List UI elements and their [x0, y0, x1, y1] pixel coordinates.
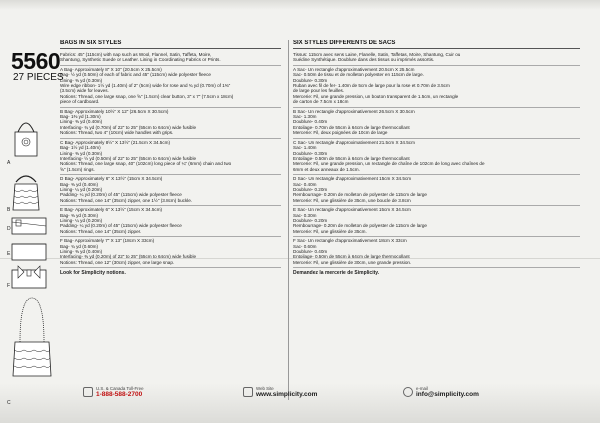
requirement-line: de large pour les feuilles. [293, 88, 345, 94]
web-icon [243, 387, 253, 397]
requirement-line: Lining- ¼ yd (0.20m) [60, 217, 103, 223]
bag-e-illustration [12, 244, 46, 260]
bag-a-illustration [15, 123, 37, 156]
requirement-line: Sac- 0.40m [293, 181, 317, 187]
english-column [60, 40, 281, 400]
bag-f-illustration [12, 266, 46, 288]
requirement-line: Doublure- 0.30m [293, 150, 328, 156]
english-block-6 [60, 237, 281, 268]
english-note: Look for Simplicity notions. [60, 270, 126, 277]
french-block-5 [293, 206, 580, 237]
requirement-line: Interfacing- ½ yd (0.50m) of 22" to 25" (55cm to 64cm) wide fusible [60, 155, 197, 161]
contact-footer [83, 386, 563, 406]
bag-illustrations [6, 112, 60, 412]
requirement-line: Bag- ⅜ yd (0.30m) [60, 212, 99, 218]
requirement-line: Shantung, Synthetic Suede or Leather. Lining in Coordinating Fabrics or Prints. [60, 57, 221, 63]
fabric-requirements [60, 40, 580, 400]
requirement-line: Lining- ⅜ yd (0.30m) [60, 150, 103, 156]
requirement-line: Wire edge ribbon- 1½ yd (1.40m) of 2" (5cm) wide for rose and ¾ yd (0.70m) of 1⅜" [60, 83, 231, 89]
requirement-line: Doublure- 0.20m [293, 186, 328, 192]
french-block-2 [293, 108, 580, 139]
bag-b-label: B [7, 207, 11, 213]
french-block-1 [293, 66, 580, 108]
requirement-line: Mercerie: Fil, une glissière de 35cm, une boucle de 3.8cm [293, 197, 411, 203]
requirement-line: Sac- 1.40m [293, 145, 317, 151]
english-block-1 [60, 66, 281, 108]
french-block-0 [293, 51, 580, 66]
requirement-line: E Bag- Approximately 6" X 13½" (15cm X 34.5cm) [60, 207, 163, 213]
requirement-line: Rembourrage- 0.20m de molleton de polyester de 115cm de large [293, 223, 427, 229]
french-block-6 [293, 237, 580, 268]
requirement-line: Sac- 1.30m [293, 114, 317, 120]
paper-top-edge [0, 0, 600, 10]
french-block-4 [293, 175, 580, 206]
english-block-5 [60, 206, 281, 237]
phone-icon [83, 387, 93, 397]
requirement-line: F Sac- Un rectangle d'approximativement 18cm X 33cm [293, 238, 407, 244]
requirement-line: D Sac- Un rectangle d'approximativement 15cm X 34.5cm [293, 176, 412, 182]
requirement-line: de carton de 7.5cm x 18cm [293, 99, 349, 105]
bag-d-illustration [12, 218, 46, 234]
requirement-line: Notions: Thread, one 14" (35cm) zipper. [60, 228, 142, 234]
english-block-2 [60, 108, 281, 139]
requirement-line: 6mm et deux anneaux de 1.5cm. [293, 166, 360, 172]
requirement-line: Mercerie: Fil, une grande pression, un rectangle de chaîne de 102cm de long avec chaînes de [293, 161, 485, 167]
english-title: BAGS IN SIX STYLES [60, 40, 281, 49]
requirement-line: Padding- ¼ yd (0.20m) of 45" (115cm) wide polyester fleece [60, 192, 182, 198]
requirement-line: Mercerie: Fil, deux poignées de 10cm de large [293, 130, 388, 136]
requirement-line: Bag- 1½ yd (1.40m) [60, 145, 101, 151]
requirement-line: Lining- ⅜ yd (0.40m) [60, 119, 103, 125]
requirement-line: Lining- ¼ yd (0.20m) [60, 186, 103, 192]
requirement-line: E Sac- Un rectangle d'approximativement 15cm X 34.5cm [293, 207, 411, 213]
bag-c-label: C [7, 400, 11, 406]
requirement-line: C Sac- Un rectangle d'approximativement 21.5cm X 34.5cm [293, 139, 415, 145]
requirement-line: Sac- 0.30m [293, 212, 317, 218]
requirement-line: Mercerie: Fil, une glissière de 35cm. [293, 228, 367, 234]
requirement-line: A Bag- Approximately 8" X 10" (20.5cm X 25.5cm) [60, 66, 162, 72]
french-note: Demandez la mercerie de Simplicity. [293, 270, 380, 277]
requirement-line: Entoilage- 0.70m de 55cm à 64cm de large thermocollant [293, 124, 410, 130]
requirement-line: Notions: Thread, one 14" (35cm) zipper, one 1½" (3.8cm) buckle. [60, 197, 193, 203]
requirement-line: Suédine Synthétique. Doublure dans des tissus ou imprimés assortis. [293, 57, 435, 63]
requirement-line: Sac- 0.50m de tissu et de molleton polyester en 115cm de large. [293, 72, 424, 78]
requirement-line: piece of cardboard. [60, 99, 100, 105]
requirement-line: F Bag- Approximately 7" X 13" (18cm X 33cm) [60, 238, 155, 244]
english-blocks [60, 51, 281, 268]
web-caption: Web Site [256, 386, 274, 391]
requirement-line: B Bag- Approximately 10½" X 12" (26.5cm X 30.5cm) [60, 108, 169, 114]
requirement-line: Mercerie: Fil, une glissière de 30cm, une grande pression. [293, 259, 412, 265]
requirement-line: Doublure- 0.40m [293, 249, 328, 254]
web-contact [243, 386, 317, 398]
bag-c-illustration [13, 298, 51, 376]
bag-d-label: D [7, 226, 11, 232]
english-block-0 [60, 51, 281, 66]
french-column [288, 40, 580, 400]
requirement-line: Notions: Thread, one 12" (30cm) zipper, one large snap. [60, 259, 175, 265]
requirement-line: Lining- ⅜ yd (0.40m) [60, 249, 103, 254]
requirement-line: Doublure- 0.30m [293, 77, 328, 83]
requirement-line: Bag- ¾ yd (0.60m) [60, 243, 99, 249]
requirement-line: Bag- ½ yd (0.50m) of each of fabric and 45" (115cm) wide polyester fleece [60, 72, 211, 78]
bag-a-label: A [7, 160, 11, 166]
requirement-line: Bag- ⅜ yd (0.40m) [60, 181, 99, 187]
email-address: info@simplicity.com [416, 391, 479, 398]
requirement-line: (3.5cm) wide for leaves. [60, 88, 109, 94]
french-blocks [293, 51, 580, 268]
requirement-line: Doublure- 0.40m [293, 119, 328, 125]
requirement-line: Interfacing- ⅜ yd (0.20m) of 22" to 25" (55cm to 64cm) wide fusible [60, 254, 197, 260]
bag-b-illustration [13, 176, 39, 210]
phone-caption: U.S. & Canada Toll-Free [96, 386, 144, 391]
bag-f-label: F [7, 283, 11, 289]
phone-number: 1-888-588-2700 [96, 391, 143, 398]
requirement-line: ⅝" (1.5cm) rings. [60, 166, 95, 172]
email-caption: e-mail [416, 386, 428, 391]
pattern-number: 5560 [11, 48, 61, 74]
requirement-line: Lining- ⅜ yd (0.30m) [60, 77, 103, 83]
email-contact [403, 386, 479, 398]
requirement-line: Notions: Thread, one large snap, one ⅝" (1.5cm) clear button, 3" x 7" (7.5cm x 18cm) [60, 93, 234, 99]
requirement-line: Notions: Thread, two 4" (10cm) wide handles with grips. [60, 130, 174, 136]
english-block-3 [60, 139, 281, 175]
requirement-line: Doublure- 0.20m [293, 217, 328, 223]
requirement-line: Interfacing- ¾ yd (0.70m) of 22" to 25" (55cm to 64cm) wide fusible [60, 124, 197, 130]
phone-contact [83, 386, 144, 398]
english-block-4 [60, 175, 281, 206]
requirement-line: Notions: Thread, one large snap, 40" (102cm) long piece of ¼" (6mm) chain and two [60, 161, 232, 167]
requirement-line: Rembourrage- 0.20m de molleton de polyester de 115cm de large [293, 192, 427, 198]
requirement-line: Bag- 1⅜ yd (1.30m) [60, 114, 101, 120]
requirement-line: Fabrics: 45" (115cm) with nap such as Wool, Flannel, Satin, Taffeta, Moire, [60, 52, 212, 57]
requirement-line: D Bag- Approximately 6" X 13½" (15cm X 34.5cm) [60, 176, 163, 182]
web-address: www.simplicity.com [256, 391, 318, 398]
requirement-line: B Sac- Un rectangle d'approximativement 26.5cm X 30.5cm [293, 108, 415, 114]
requirement-line: A Sac- Un rectangle d'approximativement 20.5cm X 25.5cm [293, 66, 415, 72]
requirement-line: Sac- 0.60m [293, 243, 317, 249]
requirement-line: Entoilage- 0.50m de 55cm à 64cm de large thermocollant [293, 155, 410, 161]
requirement-line: Padding- ¼ yd (0.20m) of 45" (115cm) wide polyester fleece [60, 223, 182, 229]
bag-e-label: E [7, 251, 11, 257]
requirement-line: C Bag- Approximately 8½" X 13½" (21.5cm X 34.5cm) [60, 139, 170, 145]
requirement-line: Ruban avec fil de fer- 1.40m de 5cm de large pour la rose et 0.70m de 3.5cm [293, 83, 450, 89]
pieces-count: 27 PIECES [13, 72, 64, 83]
french-block-3 [293, 139, 580, 175]
requirement-line: Mercerie: Fil, une grande pression, un bouton transparent de 1.5cm, un rectangle [293, 93, 459, 99]
requirement-line: Tissus: 115cm avec sens Laine, Flanelle, Satin, Taffetas, Moire, Shantung, Cuir ou [293, 52, 461, 57]
email-icon [403, 387, 413, 397]
french-title: SIX STYLES DIFFERENTS DE SACS [293, 40, 580, 49]
requirement-line: Entoilage- 0.50m de 55cm à 64cm de large thermocollant [293, 254, 410, 260]
